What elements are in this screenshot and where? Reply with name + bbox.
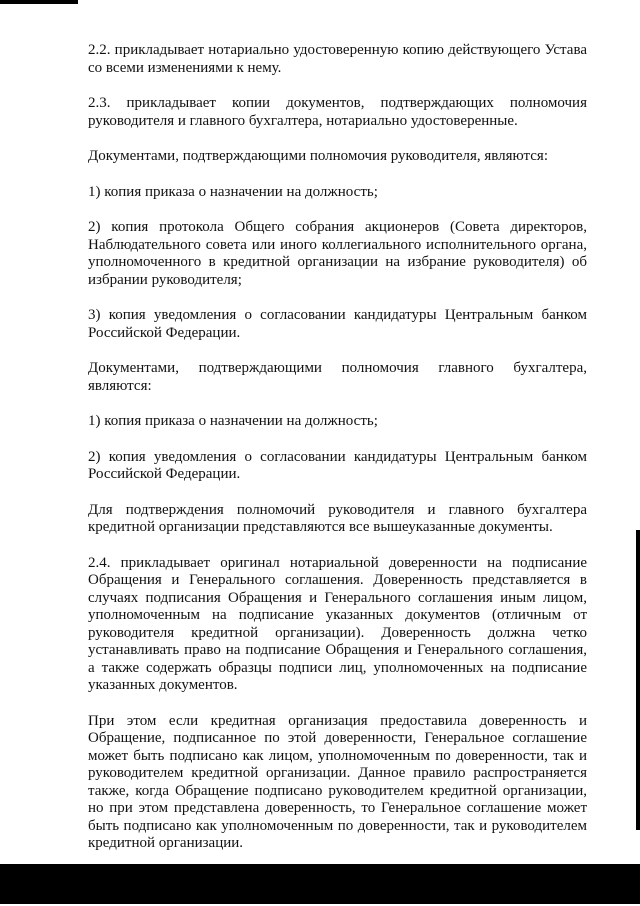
paragraph-head-docs: Документами, подтверждающими полномочия руководителя, являются: xyxy=(88,148,548,164)
list-item-protocol: 2) копия протокола Общего собрания акционеров (Совета директоров, Наблюдательного совета или иного коллегиального исполнительного органа, уполномоченного в кредитной организации на избрание руководителя) об избрании руководителя; xyxy=(88,219,587,288)
scan-edge-top xyxy=(0,0,78,4)
paragraph-confirmation: Для подтверждения полномочий руководителя и главного бухгалтера кредитной организации представляются все вышеуказанные документы. xyxy=(88,501,587,535)
paragraph-2-3: 2.3. прикладывает копии документов, подтверждающих полномочия руководителя и главного бухгалтера, нотариально удостоверенные. xyxy=(88,95,587,129)
scan-edge-right xyxy=(636,530,640,830)
document-page xyxy=(88,42,587,906)
paragraph-2-2: 2.2. прикладывает нотариально удостоверенную копию действующего Устава со всеми изменениями к нему. xyxy=(88,42,587,76)
paragraph-power-of-attorney: При этом если кредитная организация предоставила доверенность и Обращение, подписанное по этой доверенности, Генеральное соглашение может быть подписано как лицом, уполномоченным по доверенности, так и руководителем кредитной организации. Данное правило распространяется также, когда Обращение подписано руководителем кредитной организации, но при этом представлена доверенность, то Генеральное соглашение может быть подписано как уполномоченным по доверенности, так и руководителем кредитной организации. xyxy=(88,712,587,851)
list-item-accountant-order: 1) копия приказа о назначении на должность; xyxy=(88,413,378,429)
paragraph-accountant-docs: Документами, подтверждающими полномочия главного бухгалтера, являются: xyxy=(88,360,587,394)
paragraph-2-4: 2.4. прикладывает оригинал нотариальной доверенности на подписание Обращения и Генерального соглашения. Доверенность представляется в случаях подписания Обращения и Генерального соглашения иным лицом, уполномоченным на подписание указанных документов (отличным от руководителя кредитной организации). Доверенность должна четко устанавливать право на подписание Обращения и Генерального соглашения, а также содержать образцы подписи лиц, уполномоченных на подписание указанных документов. xyxy=(88,554,587,693)
scan-edge-bottom xyxy=(0,864,640,904)
list-item-accountant-notice: 2) копия уведомления о согласовании кандидатуры Центральным банком Российской Федерации. xyxy=(88,448,587,482)
list-item-notice: 3) копия уведомления о согласовании кандидатуры Центральным банком Российской Федерации. xyxy=(88,307,587,341)
list-item-order: 1) копия приказа о назначении на должность; xyxy=(88,183,378,200)
